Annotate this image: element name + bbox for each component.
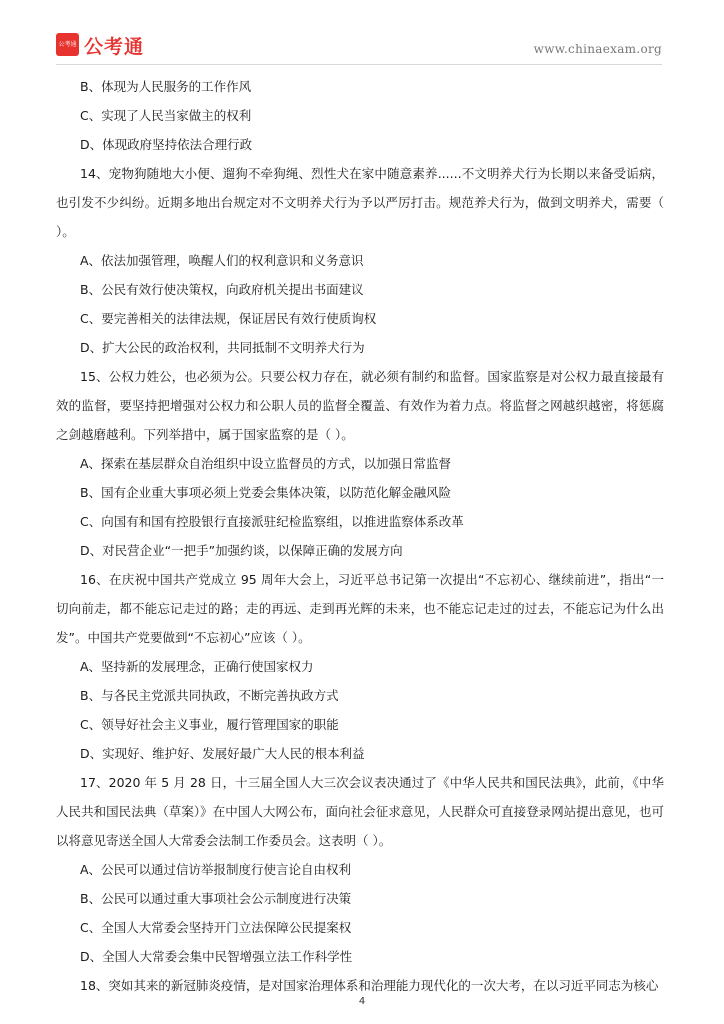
answer-option: D、扩大公民的政治权利，共同抵制不文明养犬行为	[80, 340, 365, 355]
answer-option: B、公民可以通过重大事项社会公示制度进行决策	[80, 891, 352, 906]
answer-option: D、全国人大常委会集中民智增强立法工作科学性	[80, 949, 353, 964]
answer-option: D、实现好、维护好、发展好最广大人民的根本利益	[80, 746, 365, 761]
logo-icon: 公考通	[56, 33, 79, 56]
answer-option: C、全国人大常委会坚持开门立法保障公民提案权	[80, 920, 352, 935]
answer-option: C、要完善相关的法律法规，保证居民有效行使质询权	[80, 311, 377, 326]
question-text: 17、2020 年 5 月 28 日，十三届全国人大三次会议表决通过了《中华人民共和国民法典》，此前，《中华人民共和国民法典（草案）》在中国人大网公布，面向社会征求意见，人民群众可直接登录网站提出意见，也可以将意见寄送全国人大常委会法制工作委员会。这表明（ ）。	[56, 775, 664, 848]
site-url: www.chinaexam.org	[533, 42, 662, 56]
answer-option: B、体现为人民服务的工作作风	[80, 79, 252, 94]
question-text: 14、宠物狗随地大小便、遛狗不牵狗绳、烈性犬在家中随意素养......不文明养犬行为长期以来备受诟病，也引发不少纠纷。近期多地出台规定对不文明养犬行为予以严厉打击。规范养犬行为，做到文明养犬，需要（ ）。	[56, 166, 664, 239]
answer-option: D、对民营企业“一把手”加强约谈，以保障正确的发展方向	[80, 543, 403, 558]
page-number: 4	[358, 996, 366, 1007]
header-divider	[56, 64, 662, 65]
answer-option: B、国有企业重大事项必须上党委会集体决策，以防范化解金融风险	[80, 485, 452, 500]
brand-name: 公考通	[84, 36, 145, 58]
answer-option: B、公民有效行使决策权，向政府机关提出书面建议	[80, 282, 364, 297]
answer-option: D、体现政府坚持依法合理行政	[80, 137, 253, 152]
question-text: 15、公权力姓公，也必须为公。只要公权力存在，就必须有制约和监督。国家监察是对公权力最直接最有效的监督，要坚持把增强对公权力和公职人员的监督全覆盖、有效作为着力点。将监督之网越织越密，将惩腐之剑越磨越利。下列举措中，属于国家监察的是（ ）。	[56, 369, 664, 442]
answer-option: A、公民可以通过信访举报制度行使言论自由权利	[80, 862, 352, 877]
answer-option: B、与各民主党派共同执政，不断完善执政方式	[80, 688, 339, 703]
answer-option: C、实现了人民当家做主的权利	[80, 108, 252, 123]
question-text: 16、在庆祝中国共产党成立 95 周年大会上，习近平总书记第一次提出“不忘初心、继续前进”，指出“一切向前走，都不能忘记走过的路；走的再远、走到再光辉的未来，也不能忘记走过的过去，不能忘记为什么出发”。中国共产党要做到“不忘初心”应该（ ）。	[56, 572, 664, 645]
page-header	[56, 33, 662, 63]
question-text: 18、突如其来的新冠肺炎疫情，是对国家治理体系和治理能力现代化的一次大考，在以习近平同志为核心	[80, 978, 659, 993]
answer-option: C、向国有和国有控股银行直接派驻纪检监察组，以推进监察体系改革	[80, 514, 464, 529]
answer-option: A、探索在基层群众自治组织中设立监督员的方式，以加强日常监督	[80, 456, 452, 471]
answer-option: A、坚持新的发展理念，正确行使国家权力	[80, 659, 314, 674]
document-body	[56, 72, 664, 1000]
answer-option: A、依法加强管理，唤醒人们的权利意识和义务意识	[80, 253, 364, 268]
answer-option: C、领导好社会主义事业，履行管理国家的职能	[80, 717, 339, 732]
